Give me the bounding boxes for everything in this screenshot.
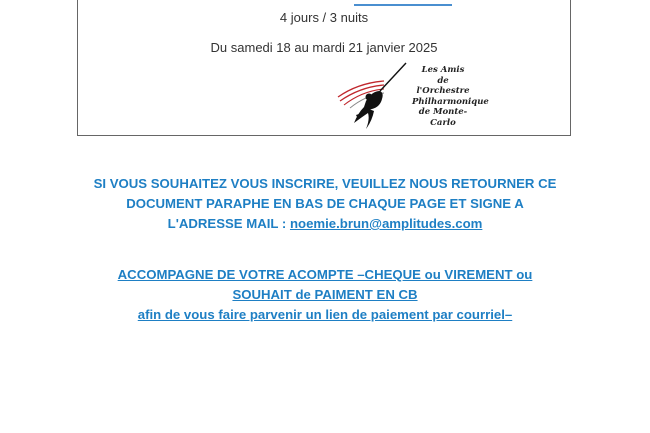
instructions-line-3 xyxy=(40,214,610,234)
payment-line-2: SOUHAIT de PAIMENT EN CB xyxy=(232,287,418,302)
logo-line: de l'Orchestre xyxy=(416,75,470,96)
conductor-silhouette-icon xyxy=(336,61,416,133)
email-link[interactable]: noemie.brun@amplitudes.com xyxy=(289,216,483,231)
instructions-line-2: DOCUMENT PARAPHE EN BAS DE CHAQUE PAGE ET SIGNE A xyxy=(126,196,524,211)
logo-line: Les Amis xyxy=(421,65,465,75)
trip-info-box xyxy=(77,0,571,136)
trip-dates: Du samedi 18 au mardi 21 janvier 2025 xyxy=(210,40,438,55)
payment-line-1: ACCOMPAGNE DE VOTRE ACOMPTE –CHEQUE ou VIREMENT ou xyxy=(117,267,533,282)
logo-line: de Monte-Carlo xyxy=(418,107,468,128)
logo-wordmark xyxy=(412,65,489,128)
trip-duration: 4 jours / 3 nuits xyxy=(279,10,369,25)
payment-line-3: afin de vous faire parvenir un lien de paiement par courriel– xyxy=(137,307,513,322)
payment-instructions xyxy=(40,265,610,325)
decorative-rule xyxy=(354,4,452,6)
conductor-logo xyxy=(336,61,489,133)
instructions-line-1: SI VOUS SOUHAITEZ VOUS INSCRIRE, VEUILLEZ NOUS RETOURNER CE xyxy=(93,176,557,191)
registration-instructions xyxy=(40,174,610,234)
logo-line: Philharmonique xyxy=(412,96,489,107)
instructions-line-3-prefix: L'ADRESSE MAIL : xyxy=(167,216,290,231)
